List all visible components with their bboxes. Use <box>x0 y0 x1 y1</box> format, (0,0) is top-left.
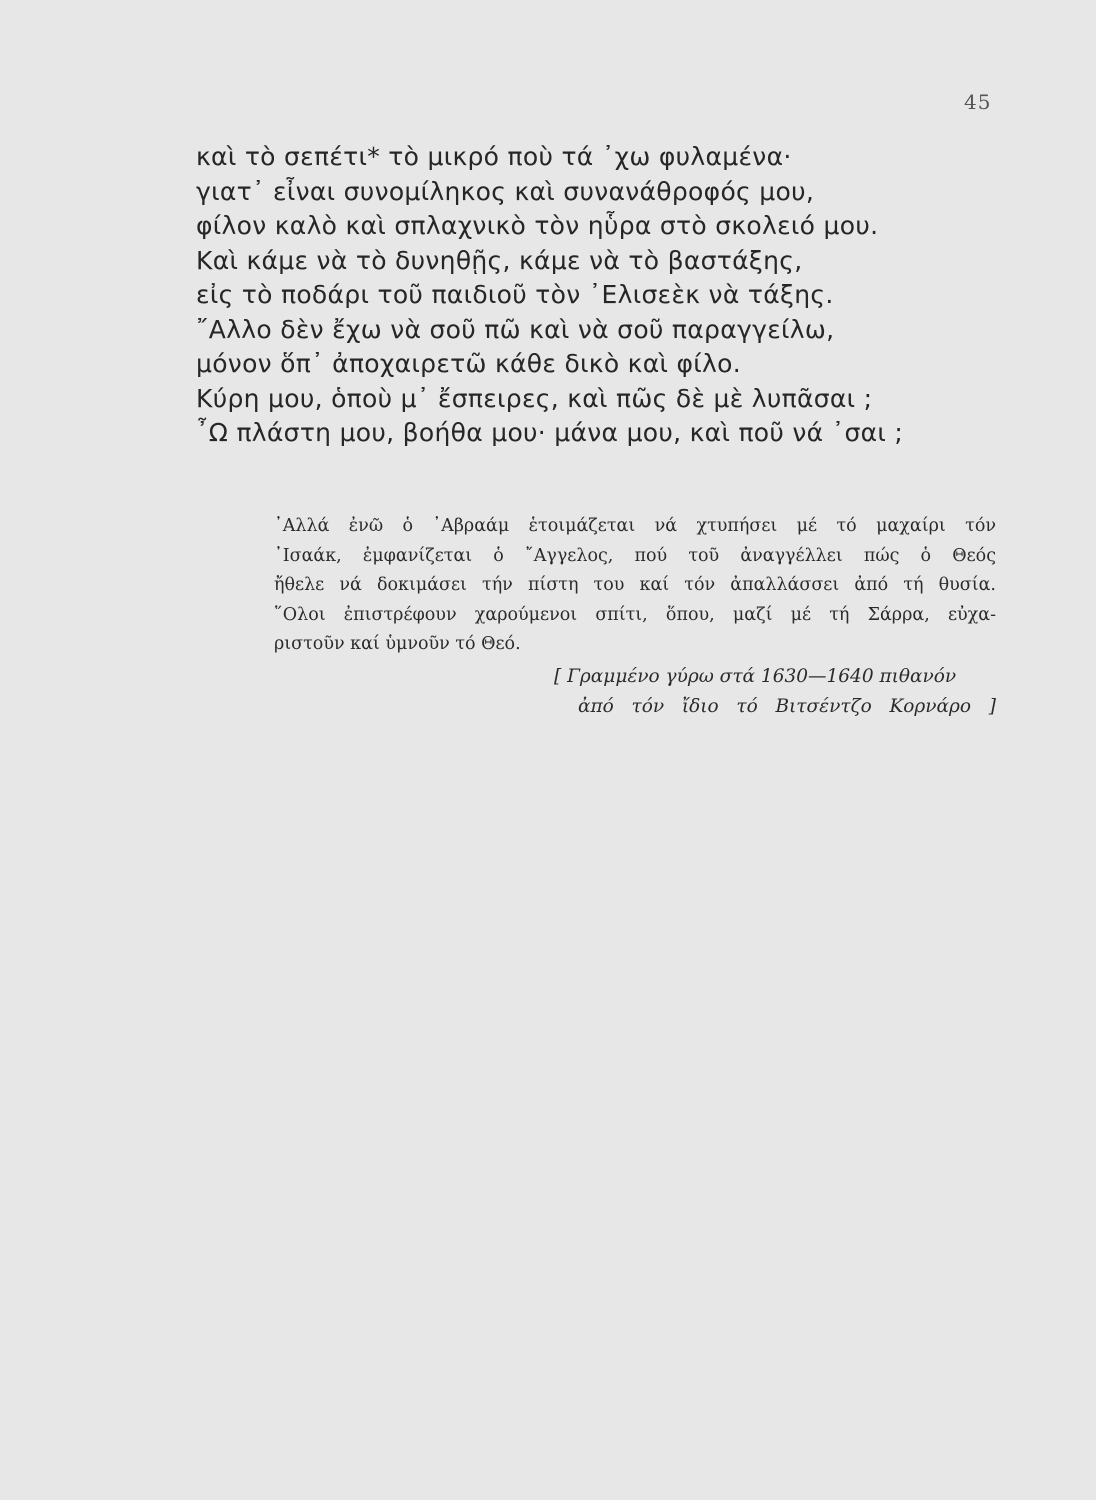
attribution-note <box>540 662 996 722</box>
poem-line: Καὶ κάμε νὰ τὸ δυνηθῇς, κάμε νὰ τὸ βαστάξης, <box>196 245 803 275</box>
summary-line: ἤθελε νά δοκιμάσει τήν πίστη του καί τόν ἀπαλλάσσει ἀπό τή θυσία. <box>274 575 996 595</box>
poem-verses <box>196 140 916 451</box>
poem-line: φίλον καλὸ καὶ σπλαχνικὸ τὸν ηὗρα στὸ σκολειό μου. <box>196 211 879 240</box>
page-number: 45 <box>964 90 992 114</box>
prose-summary <box>274 512 996 660</box>
summary-line: ᾽Αλλά ἐνῶ ὁ ᾽Αβραάμ ἑτοιμάζεται νά χτυπήσει μέ τό μαχαίρι τόν <box>274 516 996 536</box>
poem-line: μόνον ὅπ᾽ ἀποχαιρετῶ κάθε δικὸ καὶ φίλο. <box>196 349 741 378</box>
poem-line: Κύρη μου, ὁποὺ μ᾽ ἔσπειρες, καὶ πῶς δὲ μὲ λυπᾶσαι ; <box>196 383 873 413</box>
poem-line: ῏Ω πλάστη μου, βοήθα μου· μάνα μου, καὶ ποῦ νά ᾽σαι ; <box>196 418 904 447</box>
summary-line: ᾽Ισαάκ, ἐμφανίζεται ὁ ῎Αγγελος, πού τοῦ ἀναγγέλλει πώς ὁ Θεός <box>274 545 996 566</box>
attribution-line: ἀπό τόν ἴδιο τό Βιτσέντζο Κορνάρο ] <box>578 696 996 717</box>
poem-line: γιατ᾽ εἶναι συνομίληκος καὶ συνανάθροφός μου, <box>196 176 815 206</box>
poem-line: εἰς τὸ ποδάρι τοῦ παιδιοῦ τὸν ᾽Ελισεὲκ νὰ τάξης. <box>196 280 834 309</box>
poem-line: ῎Αλλο δὲν ἔχω νὰ σοῦ πῶ καὶ νὰ σοῦ παραγγείλω, <box>196 314 835 344</box>
poem-line: καὶ τὸ σεπέτι* τὸ μικρό ποὺ τά ᾽χω φυλαμένα· <box>196 142 792 171</box>
summary-line: ῞Ολοι ἐπιστρέφουν χαρούμενοι σπίτι, ὅπου, μαζί μέ τή Σάρρα, εὐχα- <box>274 604 996 625</box>
summary-line: ριστοῦν καί ὑμνοῦν τό Θεό. <box>274 634 521 654</box>
attribution-line: [ Γραμμένο γύρω στά 1630—1640 πιθανόν <box>554 666 957 687</box>
